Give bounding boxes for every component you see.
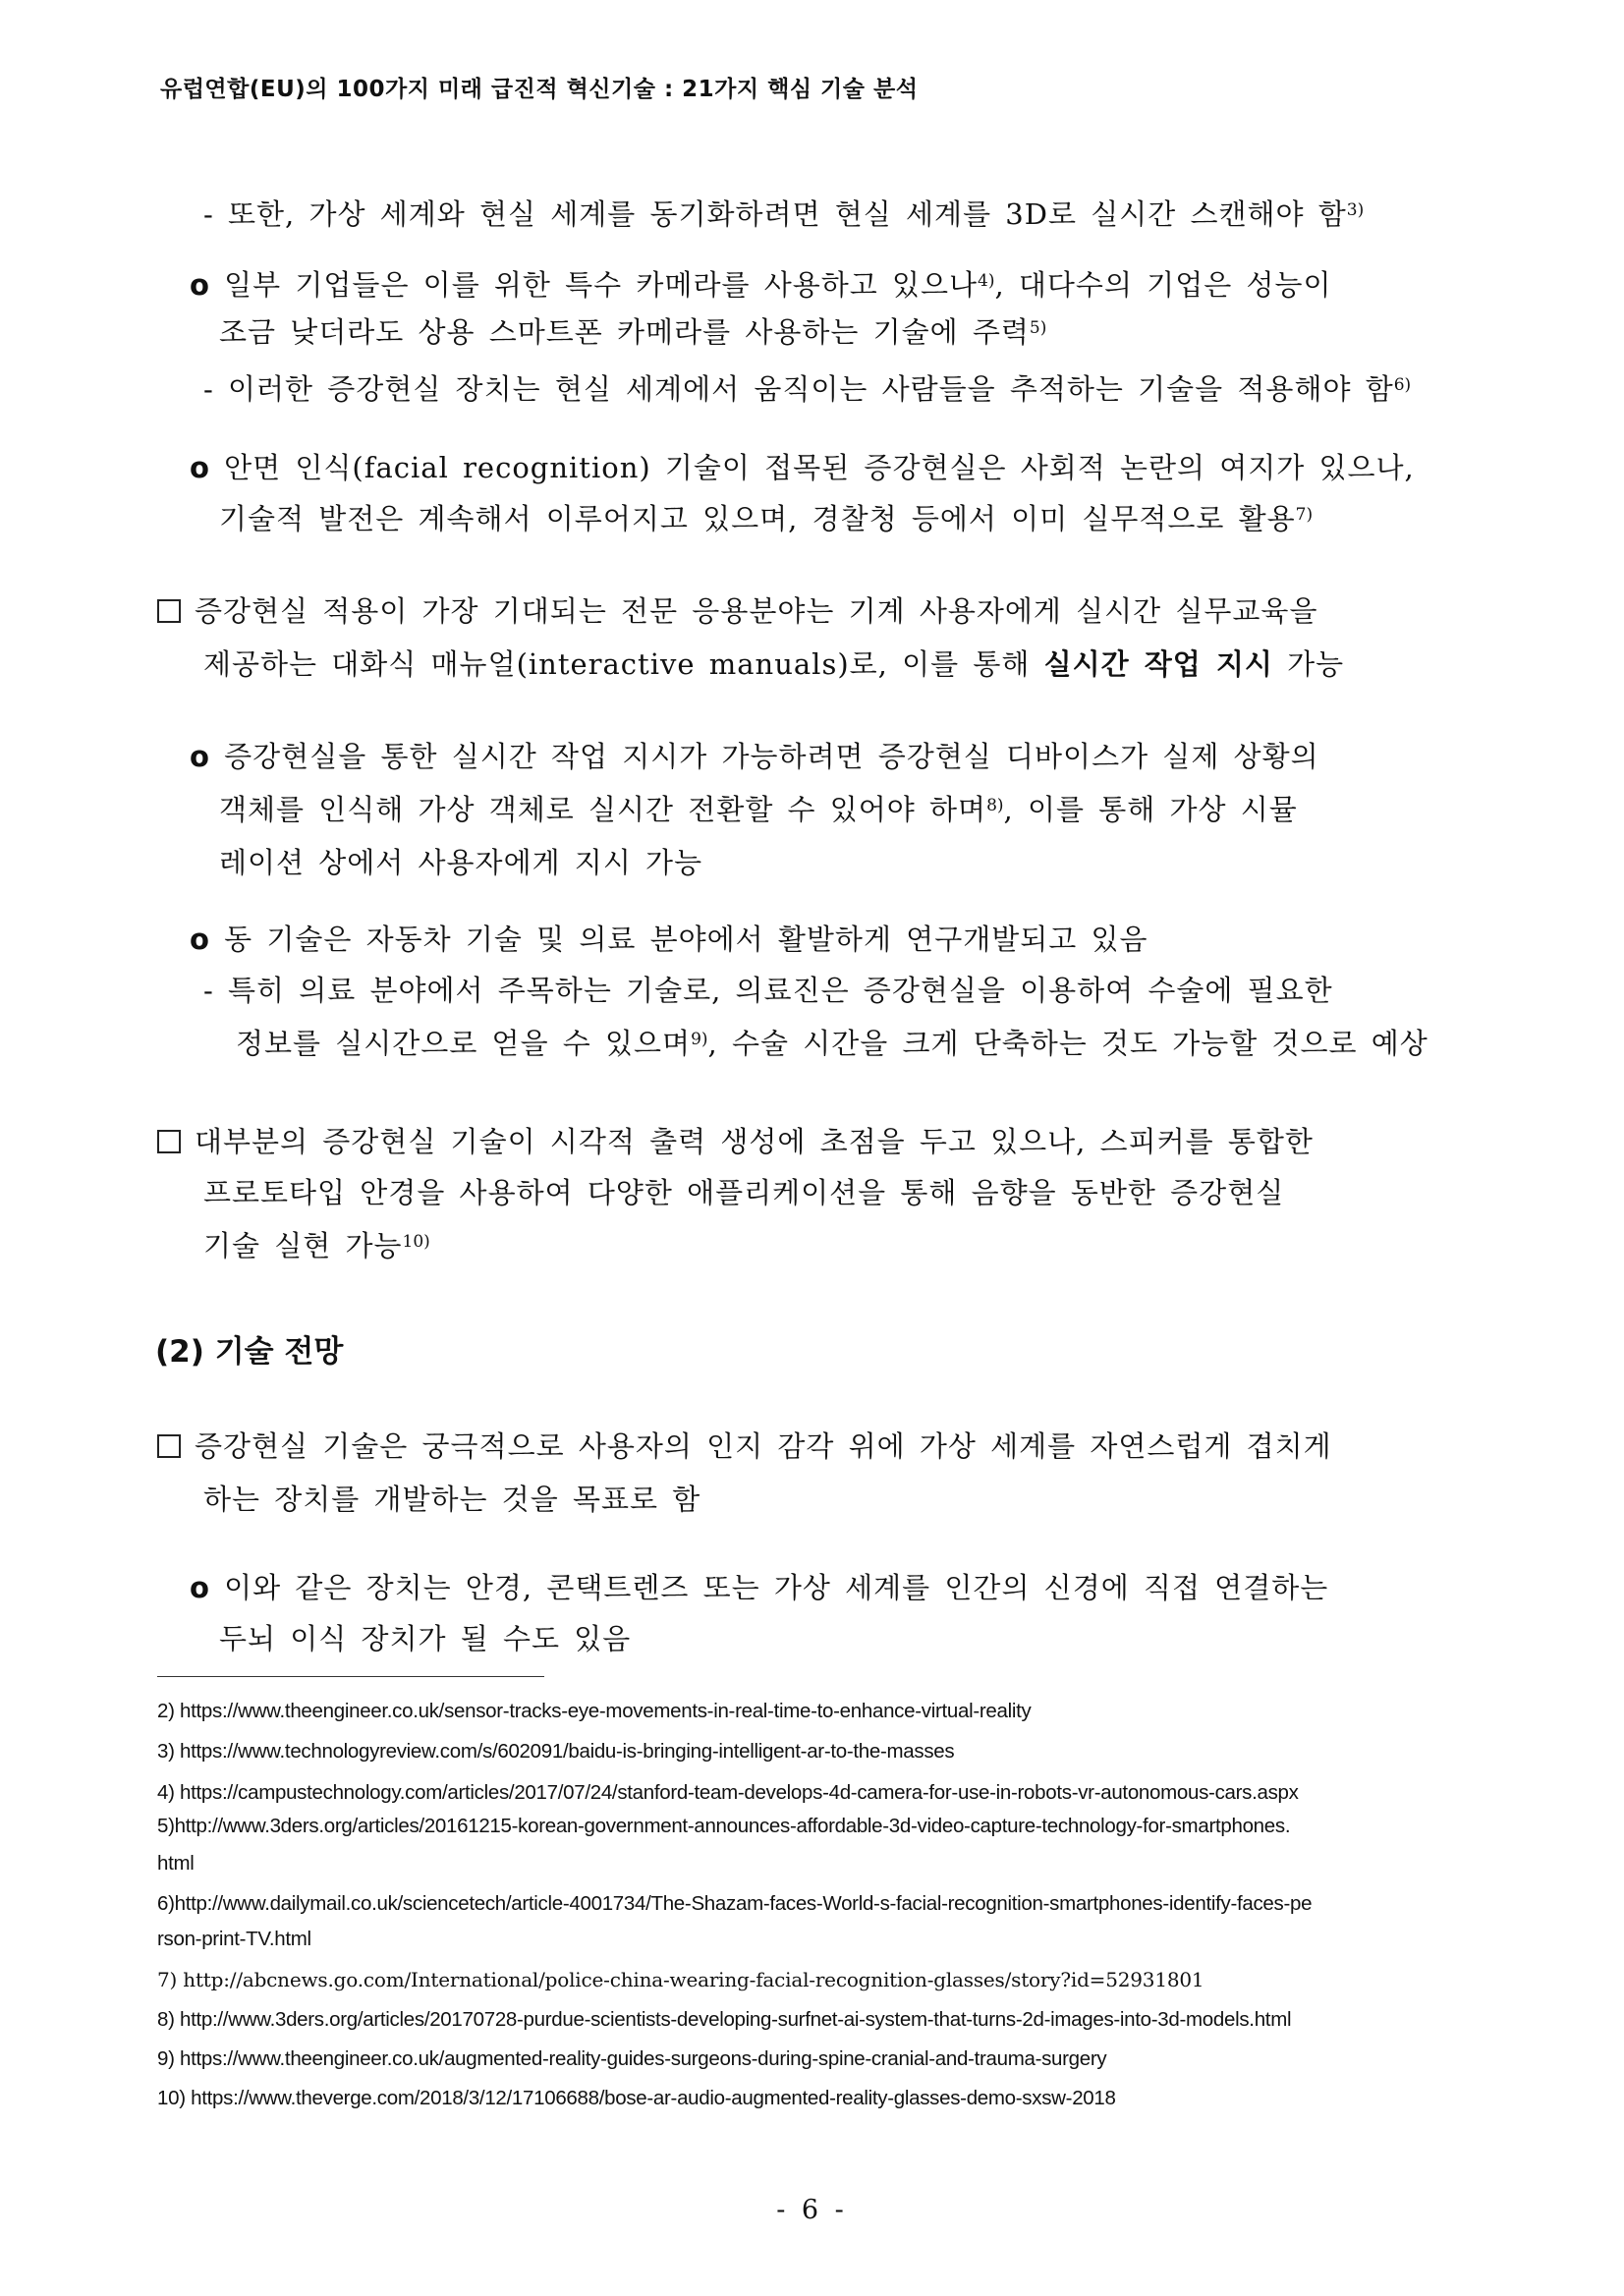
paragraph-line [203, 193, 1364, 233]
line-text: 정보를 실시간으로 얻을 수 있으며 [236, 1027, 692, 1060]
footnote-item: 3) https://www.technologyreview.com/s/602091/baidu-is-bringing-intelligent-ar-to-the-masses [157, 1740, 955, 1763]
checkbox-square-icon [157, 599, 181, 623]
footnote-ref: 9) [691, 1030, 708, 1049]
footnote-divider [157, 1676, 544, 1677]
line-text: 증강현실 적용이 가장 기대되는 전문 응용분야는 기계 사용자에게 실시간 실무교육을 [195, 594, 1318, 628]
paragraph-line [219, 1617, 631, 1657]
paragraph-line [236, 1022, 1428, 1062]
bullet-o-icon: o [190, 740, 210, 773]
paragraph-line [219, 841, 702, 881]
checkbox-square-icon [157, 1130, 181, 1153]
paragraph-line [190, 918, 1148, 958]
footnote-item: 5)http://www.3ders.org/articles/20161215-korean-government-announces-affordable-3d-video-capture-technology-for-smartphones. [157, 1815, 1291, 1837]
paragraph-line [190, 735, 1319, 775]
line-text: 이와 같은 장치는 안경, 콘택트렌즈 또는 가상 세계를 인간의 신경에 직접 연결하는 [224, 1571, 1329, 1604]
line-text: 레이션 상에서 사용자에게 지시 가능 [219, 846, 703, 879]
footnote-item: rson-print-TV.html [157, 1928, 311, 1950]
emphasis-text: 실시간 작업 지시 [1043, 647, 1273, 681]
line-text: 증강현실을 통한 실시간 작업 지시가 가능하려면 증강현실 디바이스가 실제 상황의 [224, 740, 1319, 773]
paragraph-line [203, 1478, 700, 1518]
line-text: 객체를 인식해 가상 객체로 실시간 전환할 수 있어야 하며 [219, 793, 987, 826]
bullet-o-icon: o [190, 1571, 210, 1604]
paragraph-line [157, 1425, 1332, 1465]
paragraph-line [219, 788, 1298, 828]
footnote-item: 10) https://www.theverge.com/2018/3/12/17106688/bose-ar-audio-augmented-reality-glasses-demo-sxsw-2018 [157, 2087, 1116, 2109]
footnote-item: 7) http://abcnews.go.com/International/police-china-wearing-facial-recognition-glasses/story?id=52931801 [157, 1968, 1204, 1991]
paragraph-line [203, 367, 1411, 408]
bullet-o-icon: o [190, 923, 210, 956]
footnote-ref: 6) [1393, 375, 1412, 395]
paragraph-line [190, 1566, 1328, 1606]
line-text: 하는 장치를 개발하는 것을 목표로 함 [203, 1483, 701, 1516]
section-heading: (2) 기술 전망 [155, 1334, 344, 1370]
line-text: , 이를 통해 가상 시뮬 [1003, 793, 1298, 826]
footnote-ref: 8) [986, 796, 1004, 815]
line-text: 증강현실 기술은 궁극적으로 사용자의 인지 감각 위에 가상 세계를 자연스럽게 겹치게 [195, 1429, 1332, 1463]
footnote-ref: 4) [978, 271, 995, 291]
line-text: - 특히 의료 분야에서 주목하는 기술로, 의료진은 증강현실을 이용하여 수술에 필요한 [203, 974, 1333, 1007]
line-text: , 수술 시간을 크게 단축하는 것도 가능할 것으로 예상 [707, 1027, 1428, 1060]
bullet-o-icon: o [190, 268, 210, 302]
line-text: , 대다수의 기업은 성능이 [994, 268, 1332, 302]
line-text: 두뇌 이식 장치가 될 수도 있음 [219, 1622, 632, 1655]
line-text: 기술적 발전은 계속해서 이루어지고 있으며, 경찰청 등에서 이미 실무적으로 활용 [219, 502, 1296, 535]
line-text: 프로토타입 안경을 사용하여 다양한 애플리케이션을 통해 음향을 동반한 증강현실 [203, 1176, 1285, 1209]
footnote-item: 9) https://www.theengineer.co.uk/augmented-reality-guides-surgeons-during-spine-cranial-and-trauma-surgery [157, 2047, 1107, 2070]
line-text: 조금 낮더라도 상용 스마트폰 카메라를 사용하는 기술에 주력 [219, 315, 1030, 349]
paragraph-line [157, 589, 1317, 630]
paragraph-line [219, 497, 1313, 537]
page-header-title: 유럽연합(EU)의 100가지 미래 급진적 혁신기술 : 21가지 핵심 기술 분석 [160, 77, 919, 102]
line-text: - 또한, 가상 세계와 현실 세계를 동기화하려면 현실 세계를 3D로 실시간 스캔해야 함 [203, 197, 1347, 231]
paragraph-line [190, 446, 1415, 486]
paragraph-line [203, 643, 1344, 683]
line-text: 일부 기업들은 이를 위한 특수 카메라를 사용하고 있으나 [224, 268, 979, 302]
paragraph-line [157, 1120, 1314, 1160]
footnote-ref: 7) [1295, 505, 1314, 525]
line-text: 가능 [1272, 647, 1345, 681]
line-text: - 이러한 증강현실 장치는 현실 세계에서 움직이는 사람들을 추적하는 기술을 적용해야 함 [203, 372, 1394, 406]
footnote-ref: 10) [402, 1232, 430, 1252]
footnote-item: 2) https://www.theengineer.co.uk/sensor-tracks-eye-movements-in-real-time-to-enhance-virtual-reality [157, 1700, 1032, 1722]
paragraph-line [203, 1171, 1284, 1211]
line-text: 기술 실현 가능 [203, 1229, 403, 1262]
footnote-item: 6)http://www.dailymail.co.uk/sciencetech/article-4001734/The-Shazam-faces-World-s-facial-recognition-smartphones-identify-faces-pe [157, 1892, 1313, 1915]
paragraph-line [203, 1224, 430, 1264]
checkbox-square-icon [157, 1434, 181, 1458]
paragraph-line [190, 263, 1331, 304]
line-text: 안면 인식(facial recognition) 기술이 접목된 증강현실은 사회적 논란의 여지가 있으나, [224, 451, 1415, 484]
line-text: 제공하는 대화식 매뉴얼(interactive manuals)로, 이를 통해 [203, 647, 1044, 681]
footnote-item: 8) http://www.3ders.org/articles/20170728-purdue-scientists-developing-surfnet-ai-system-that-turns-2d-images-into-3d-models.html [157, 2008, 1292, 2031]
bullet-o-icon: o [190, 451, 210, 484]
line-text: 대부분의 증강현실 기술이 시각적 출력 생성에 초점을 두고 있으나, 스피커를 통합한 [195, 1125, 1314, 1158]
line-text: 동 기술은 자동차 기술 및 의료 분야에서 활발하게 연구개발되고 있음 [224, 923, 1148, 956]
footnote-ref: 5) [1029, 318, 1047, 338]
footnote-ref: 3) [1346, 200, 1365, 220]
footnote-item: html [157, 1852, 195, 1875]
footnote-item: 4) https://campustechnology.com/articles/2017/07/24/stanford-team-develops-4d-camera-for-use-in-robots-vr-autonomous-cars.aspx [157, 1781, 1299, 1804]
paragraph-line [219, 310, 1046, 351]
page-number: - 6 - [776, 2195, 848, 2225]
paragraph-line [203, 969, 1333, 1009]
